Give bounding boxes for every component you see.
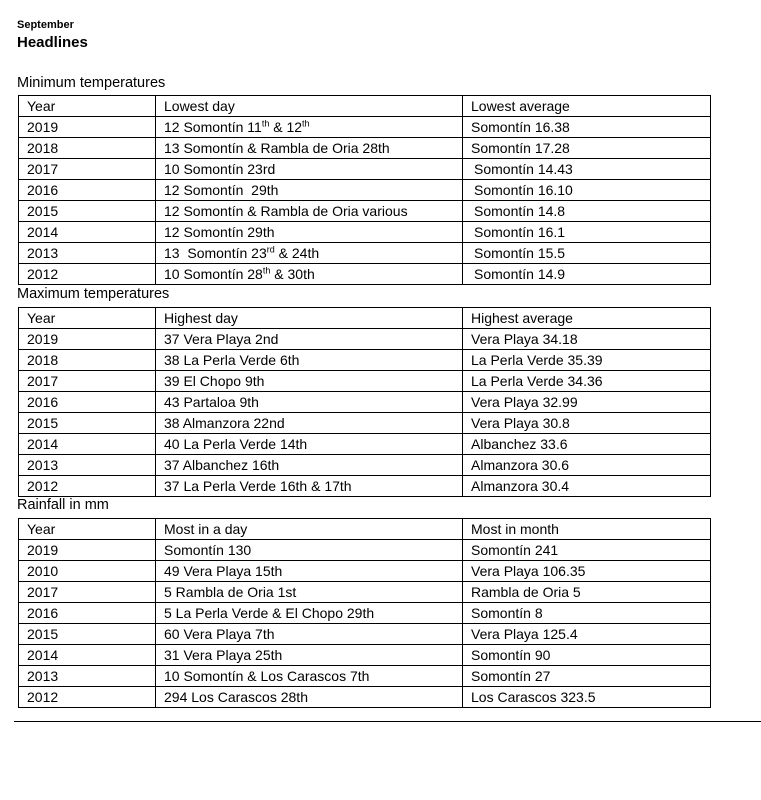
table-row xyxy=(19,455,711,476)
table-row xyxy=(19,413,711,434)
year-cell: 2015 xyxy=(19,201,156,222)
table-row xyxy=(19,624,711,645)
year-cell: 2012 xyxy=(19,264,156,285)
table-row xyxy=(19,392,711,413)
table-header-row xyxy=(19,519,711,540)
table-row xyxy=(19,687,711,708)
bottom-divider xyxy=(14,721,761,722)
year-cell: 2012 xyxy=(19,687,156,708)
lowest-day-cell xyxy=(156,243,463,264)
lowest-day-cell: 12 Somontín 29th xyxy=(156,222,463,243)
minimum-section-title: Minimum temperatures xyxy=(17,75,166,91)
table-row xyxy=(19,666,711,687)
year-cell: 2015 xyxy=(19,413,156,434)
column-header-most-in-month: Most in month xyxy=(463,519,711,540)
most-in-month-cell: Vera Playa 125.4 xyxy=(463,624,711,645)
year-cell: 2019 xyxy=(19,329,156,350)
table-row xyxy=(19,329,711,350)
year-cell: 2019 xyxy=(19,117,156,138)
month-label: September xyxy=(17,19,74,31)
highest-average-cell: La Perla Verde 35.39 xyxy=(463,350,711,371)
column-header-year: Year xyxy=(19,519,156,540)
table-row xyxy=(19,350,711,371)
lowest-day-cell: 12 Somontín 29th xyxy=(156,180,463,201)
lowest-average-cell: Somontín 16.10 xyxy=(463,180,711,201)
lowest-day-cell xyxy=(156,264,463,285)
lowest-average-cell: Somontín 14.9 xyxy=(463,264,711,285)
highest-average-cell: Albanchez 33.6 xyxy=(463,434,711,455)
year-cell: 2016 xyxy=(19,180,156,201)
year-cell: 2012 xyxy=(19,476,156,497)
highest-average-cell: Almanzora 30.6 xyxy=(463,455,711,476)
column-header-year: Year xyxy=(19,308,156,329)
day-text: 10 Somontín 28 xyxy=(164,266,263,282)
column-header-year: Year xyxy=(19,96,156,117)
table-row xyxy=(19,561,711,582)
lowest-average-cell: Somontín 16.1 xyxy=(463,222,711,243)
year-cell: 2016 xyxy=(19,603,156,624)
table-row xyxy=(19,603,711,624)
most-in-month-cell: Vera Playa 106.35 xyxy=(463,561,711,582)
most-in-month-cell: Somontín 90 xyxy=(463,645,711,666)
most-in-a-day-cell: 294 Los Carascos 28th xyxy=(156,687,463,708)
column-header-lowest-average: Lowest average xyxy=(463,96,711,117)
maximum-temperatures-table xyxy=(18,307,711,497)
most-in-month-cell: Somontín 27 xyxy=(463,666,711,687)
highest-average-cell: Vera Playa 30.8 xyxy=(463,413,711,434)
year-cell: 2017 xyxy=(19,371,156,392)
year-cell: 2015 xyxy=(19,624,156,645)
most-in-a-day-cell: 31 Vera Playa 25th xyxy=(156,645,463,666)
highest-average-cell: Almanzora 30.4 xyxy=(463,476,711,497)
most-in-a-day-cell: 49 Vera Playa 15th xyxy=(156,561,463,582)
highest-day-cell: 37 La Perla Verde 16th & 17th xyxy=(156,476,463,497)
column-header-highest-average: Highest average xyxy=(463,308,711,329)
ordinal-suffix: rd xyxy=(266,244,275,255)
most-in-month-cell: Los Carascos 323.5 xyxy=(463,687,711,708)
lowest-average-cell: Somontín 17.28 xyxy=(463,138,711,159)
lowest-day-cell: 13 Somontín & Rambla de Oria 28th xyxy=(156,138,463,159)
highest-day-cell: 43 Partaloa 9th xyxy=(156,392,463,413)
most-in-a-day-cell: 10 Somontín & Los Carascos 7th xyxy=(156,666,463,687)
year-cell: 2018 xyxy=(19,138,156,159)
year-cell: 2019 xyxy=(19,540,156,561)
table-row xyxy=(19,645,711,666)
minimum-temperatures-table xyxy=(18,95,711,285)
day-text: 12 Somontín 11 xyxy=(164,119,262,135)
day-text-continued: & 30th xyxy=(270,266,315,282)
table-row xyxy=(19,243,711,264)
ordinal-suffix: th xyxy=(262,265,271,276)
day-text: 13 Somontín 23 xyxy=(164,245,267,261)
year-cell: 2017 xyxy=(19,159,156,180)
maximum-section-title: Maximum temperatures xyxy=(17,286,170,302)
lowest-day-cell xyxy=(156,117,463,138)
year-cell: 2013 xyxy=(19,455,156,476)
table-row xyxy=(19,222,711,243)
ordinal-suffix: th xyxy=(261,118,270,129)
table-row xyxy=(19,476,711,497)
highest-day-cell: 37 Albanchez 16th xyxy=(156,455,463,476)
rainfall-table xyxy=(18,518,711,708)
lowest-day-cell: 12 Somontín & Rambla de Oria various xyxy=(156,201,463,222)
page-title: Headlines xyxy=(17,34,88,51)
table-row xyxy=(19,582,711,603)
year-cell: 2018 xyxy=(19,350,156,371)
table-row xyxy=(19,371,711,392)
most-in-month-cell: Rambla de Oria 5 xyxy=(463,582,711,603)
lowest-average-cell: Somontín 14.43 xyxy=(463,159,711,180)
most-in-a-day-cell: 5 Rambla de Oria 1st xyxy=(156,582,463,603)
highest-day-cell: 39 El Chopo 9th xyxy=(156,371,463,392)
lowest-average-cell: Somontín 16.38 xyxy=(463,117,711,138)
highest-day-cell: 37 Vera Playa 2nd xyxy=(156,329,463,350)
table-header-row xyxy=(19,308,711,329)
highest-average-cell: Vera Playa 32.99 xyxy=(463,392,711,413)
table-row xyxy=(19,540,711,561)
ordinal-suffix: th xyxy=(302,118,310,129)
year-cell: 2010 xyxy=(19,561,156,582)
column-header-highest-day: Highest day xyxy=(156,308,463,329)
day-text-continued: & 12 xyxy=(269,119,303,135)
most-in-a-day-cell: 5 La Perla Verde & El Chopo 29th xyxy=(156,603,463,624)
most-in-month-cell: Somontín 241 xyxy=(463,540,711,561)
table-row xyxy=(19,264,711,285)
highest-average-cell: La Perla Verde 34.36 xyxy=(463,371,711,392)
column-header-most-in-a-day: Most in a day xyxy=(156,519,463,540)
table-row xyxy=(19,159,711,180)
year-cell: 2014 xyxy=(19,222,156,243)
highest-average-cell: Vera Playa 34.18 xyxy=(463,329,711,350)
most-in-a-day-cell: Somontín 130 xyxy=(156,540,463,561)
year-cell: 2013 xyxy=(19,243,156,264)
table-row xyxy=(19,117,711,138)
year-cell: 2016 xyxy=(19,392,156,413)
table-row xyxy=(19,180,711,201)
lowest-average-cell: Somontín 14.8 xyxy=(463,201,711,222)
table-row xyxy=(19,138,711,159)
year-cell: 2014 xyxy=(19,645,156,666)
year-cell: 2013 xyxy=(19,666,156,687)
highest-day-cell: 40 La Perla Verde 14th xyxy=(156,434,463,455)
column-header-lowest-day: Lowest day xyxy=(156,96,463,117)
highest-day-cell: 38 La Perla Verde 6th xyxy=(156,350,463,371)
year-cell: 2014 xyxy=(19,434,156,455)
year-cell: 2017 xyxy=(19,582,156,603)
highest-day-cell: 38 Almanzora 22nd xyxy=(156,413,463,434)
lowest-average-cell: Somontín 15.5 xyxy=(463,243,711,264)
table-row xyxy=(19,201,711,222)
table-row xyxy=(19,434,711,455)
most-in-a-day-cell: 60 Vera Playa 7th xyxy=(156,624,463,645)
most-in-month-cell: Somontín 8 xyxy=(463,603,711,624)
table-header-row xyxy=(19,96,711,117)
lowest-day-cell: 10 Somontín 23rd xyxy=(156,159,463,180)
day-text-continued: & 24th xyxy=(274,245,320,261)
rainfall-section-title: Rainfall in mm xyxy=(17,497,109,513)
